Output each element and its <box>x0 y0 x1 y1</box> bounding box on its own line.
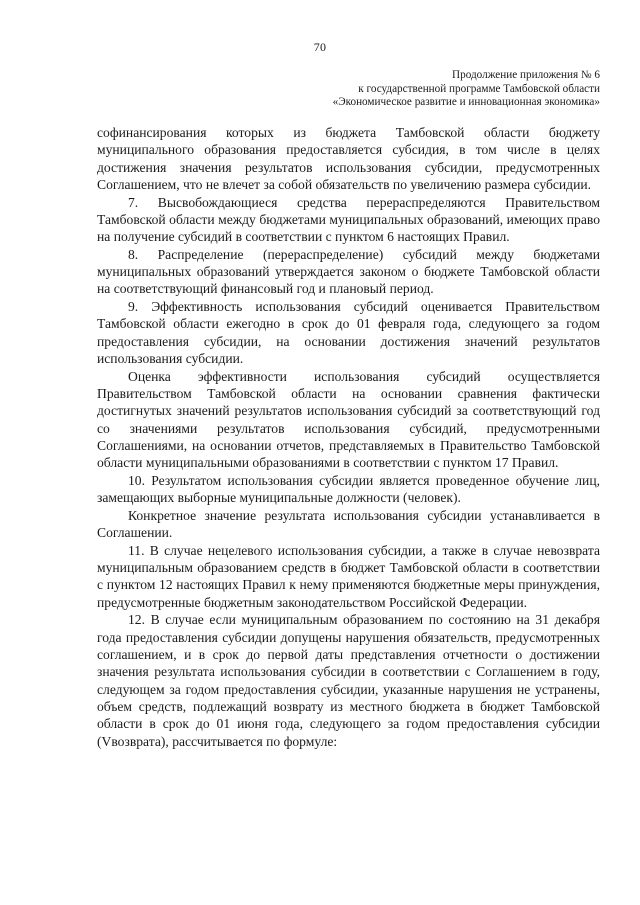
paragraph-7: 7. Высвобождающиеся средства перераспределяются Правительством Тамбовской области между бюджетами муниципальных образований, имеющих право на получение субсидий в соответствии с пунктом 6 настоящих Правил. <box>97 194 600 245</box>
paragraph-8: 8. Распределение (перераспределение) субсидий между бюджетами муниципальных образований утверждается законом о бюджете Тамбовской области на соответствующий финансовый год и плановый период. <box>97 246 600 297</box>
paragraph-specific-value: Конкретное значение результата использования субсидии устанавливается в Соглашении. <box>97 507 600 541</box>
appendix-header <box>333 69 600 110</box>
appendix-header-line-1: Продолжение приложения № 6 <box>452 69 600 81</box>
paragraph-9: 9. Эффективность использования субсидий оценивается Правительством Тамбовской области ежегодно в срок до 01 февраля года, следующего за годом предоставления субсидии, на основании достижения значений результатов использования субсидии. <box>97 299 600 367</box>
paragraph-continuation: софинансирования которых из бюджета Тамбовской области бюджету муниципального образования предоставляется субсидия, в том числе в целях достижения значения результатов использования субсидии, предусмотренных Соглашением, что не влечет за собой обязательств по увеличению размера субсидии. <box>97 125 600 192</box>
page-number: 70 <box>313 40 327 54</box>
document-body <box>97 124 600 750</box>
paragraph-evaluation: Оценка эффективности использования субсидий осуществляется Правительством Тамбовской области на основании сравнения фактически достигнутых значений результатов использования субсидий за соответствующий год со значениями результатов использования субсидий, предусмотренными Соглашениями, на основании отчетов, представляемых в Правительство Тамбовской области муниципальными образованиями в соответствии с пунктом 17 Правил. <box>97 368 600 471</box>
appendix-header-line-3: «Экономическое развитие и инновационная экономика» <box>332 96 600 108</box>
paragraph-11: 11. В случае нецелевого использования субсидии, а также в случае невозврата муниципальным образованием средств в бюджет Тамбовской области в соответствии с пунктом 12 настоящих Правил к нему применяются бюджетные меры принуждения, предусмотренные бюджетным законодательством Российской Федерации. <box>97 542 600 610</box>
paragraph-10: 10. Результатом использования субсидии является проведенное обучение лиц, замещающих выборные муниципальные должности (человек). <box>97 472 600 506</box>
appendix-header-line-2: к государственной программе Тамбовской области <box>358 82 600 95</box>
paragraph-12: 12. В случае если муниципальным образованием по состоянию на 31 декабря года предоставления субсидии допущены нарушения обязательств, предусмотренных соглашением, и в срок до первой даты представления отчетности о достижении значения результата использования субсидии в соответствии с Соглашением в году, следующем за годом предоставления субсидии, указанные нарушения не устранены, объем средств, подлежащий возврату из местного бюджета в бюджет Тамбовской области в срок до 01 июня года, следующего за годом предоставления субсидии (Vвозврата), рассчитывается по формуле: <box>97 612 600 749</box>
